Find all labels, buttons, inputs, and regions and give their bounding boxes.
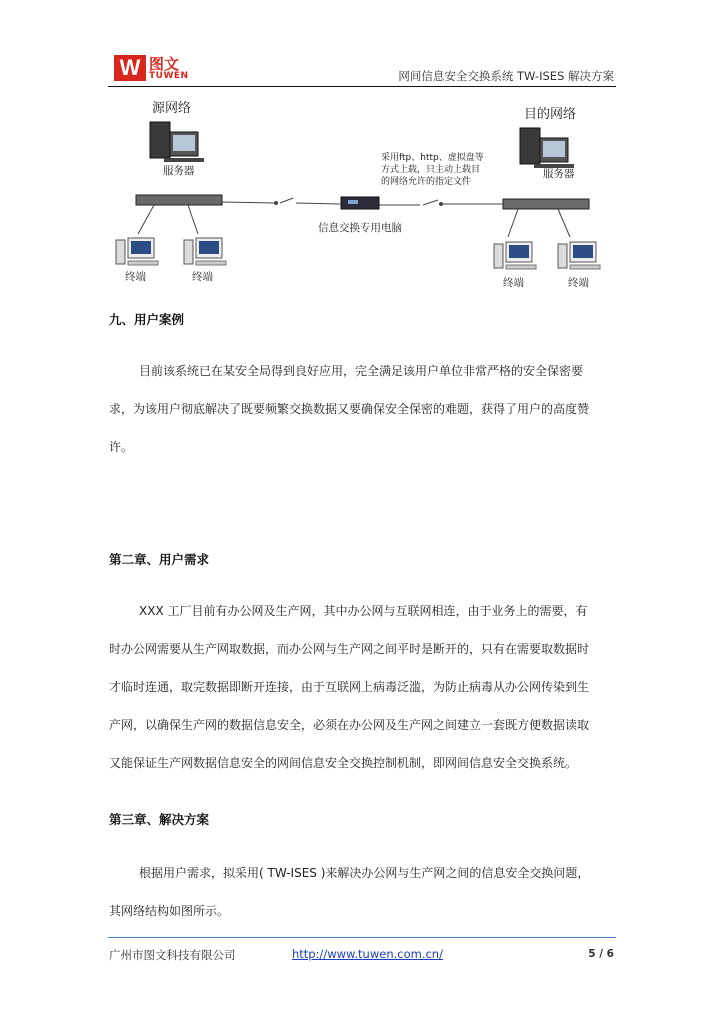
terminal-icon: [116, 238, 158, 265]
exchange-pc-icon: [341, 197, 379, 209]
server-icon: [150, 122, 204, 162]
chapter-heading: 第二章、用户需求: [109, 552, 210, 567]
page-number: 5 / 6: [588, 948, 614, 960]
text-line: 其网络结构如图所示。: [109, 904, 230, 918]
text-line: 目前该系统已在某安全局得到良好应用，完全满足该用户单位非常严格的安全保密要: [139, 364, 584, 378]
text-line: 才临时连通，取完数据即断开连接，由于互联网上病毒泛滥，为防止病毒从办公网传染到生: [109, 680, 590, 694]
text-line: 又能保证生产网数据信息安全的网间信息安全交换控制机制，即网间信息安全交换系统。: [109, 756, 578, 770]
note-line: 的网络允许的指定文件: [381, 177, 472, 187]
paragraph: [109, 352, 617, 466]
network-diagram: [108, 94, 618, 294]
paragraph: [109, 854, 617, 930]
header-title: 网间信息安全交换系统 TW-ISES 解决方案: [398, 69, 614, 83]
server-icon: [520, 128, 574, 168]
footer-link[interactable]: http://www.tuwen.com.cn/: [292, 947, 443, 961]
terminal-label: 终端: [192, 271, 213, 283]
terminal-label: 终端: [568, 277, 589, 289]
footer-divider: [108, 937, 616, 938]
right-switch-icon: [503, 199, 589, 209]
header-divider: [108, 86, 616, 87]
terminal-icon: [558, 242, 600, 269]
note-line: 采用ftp、http、虚拟盘等: [381, 153, 484, 163]
source-network-label: 源网络: [152, 101, 192, 116]
terminal-label: 终端: [125, 271, 146, 283]
text-line: 求，为该用户彻底解决了既要频繁交换数据又要确保安全保密的难题，获得了用户的高度赞: [109, 402, 590, 416]
exchange-pc-label: 信息交换专用电脑: [318, 222, 402, 234]
text-line: 许。: [109, 440, 134, 454]
terminal-icon: [184, 238, 226, 265]
logo-english: TUWEN: [149, 71, 189, 81]
terminal-icon: [494, 242, 536, 269]
dest-network-label: 目的网络: [524, 107, 577, 122]
logo-letter: W: [119, 55, 141, 80]
text-line: 时办公网需要从生产网取数据，而办公网与生产网之间平时是断开的，只有在需要取数据时: [109, 642, 590, 656]
server-label: 服务器: [543, 168, 575, 180]
text-line: 产网，以确保生产网的数据信息安全，必须在办公网及生产网之间建立一套既方便数据读取: [109, 718, 590, 732]
footer-company: 广州市图文科技有限公司: [109, 948, 236, 962]
text-line: 根据用户需求，拟采用( TW-ISES )来解决办公网与生产网之间的信息安全交换问题，: [139, 866, 590, 880]
left-switch-icon: [136, 195, 222, 205]
section-heading: 九、用户案例: [109, 312, 185, 327]
logo-chinese: 图文: [149, 55, 180, 73]
server-label: 服务器: [163, 165, 195, 177]
paragraph: [109, 592, 617, 782]
terminal-label: 终端: [503, 277, 524, 289]
chapter-heading: 第三章、解决方案: [109, 812, 210, 827]
text-line: XXX 工厂目前有办公网及生产网，其中办公网与互联网相连，由于业务上的需要，有: [139, 604, 588, 618]
note-line: 方式上载，只主动上载目: [381, 165, 481, 175]
